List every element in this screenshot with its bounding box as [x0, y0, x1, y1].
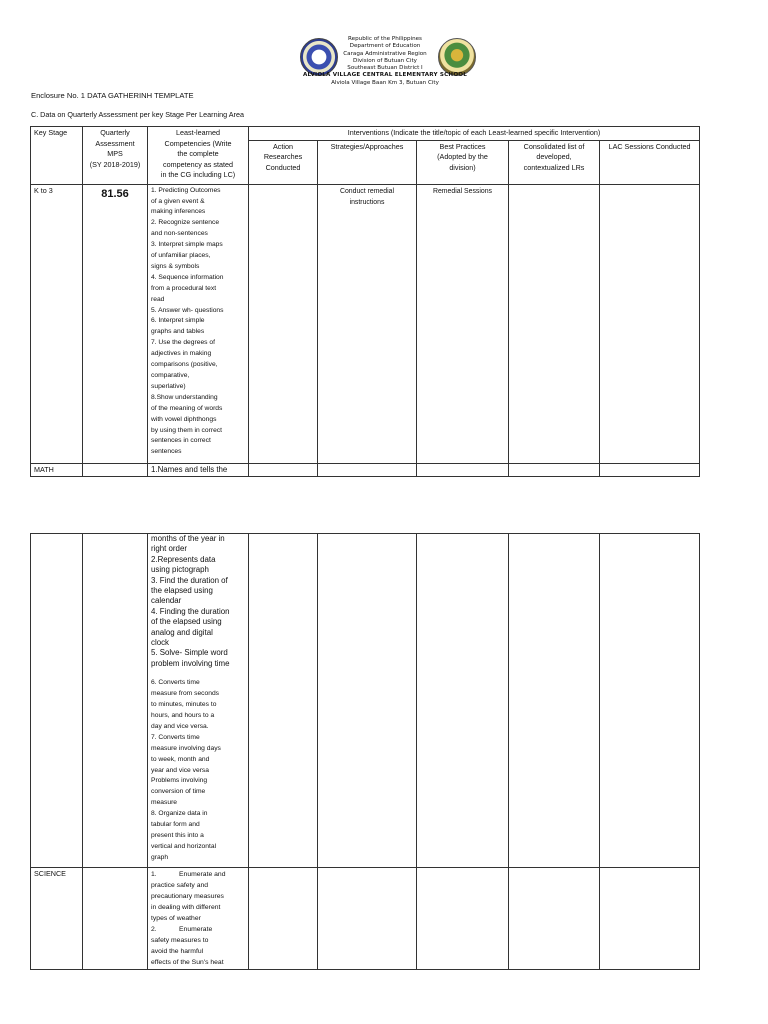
strategies-cell	[318, 184, 417, 463]
strategies-cell	[318, 868, 417, 970]
competency-line: right order	[151, 544, 187, 554]
competency-line: of the elapsed using	[151, 617, 222, 627]
lac-sessions-cell	[600, 868, 700, 970]
competency-line: avoid the harmful	[151, 948, 204, 955]
letterhead-text	[280, 36, 490, 87]
letterhead	[0, 36, 768, 96]
item-number: 2.	[151, 926, 157, 933]
competency-line: present this into a	[151, 831, 204, 839]
header-best-line: division)	[449, 162, 476, 172]
best-practices-cell	[417, 463, 509, 477]
competency-line: of a given event &	[151, 197, 205, 205]
competency-line: measure involving days	[151, 744, 221, 752]
strategy-line: Conduct remedial	[339, 187, 394, 195]
lac-sessions-cell	[600, 534, 700, 868]
action-researches-cell	[249, 184, 318, 463]
header-consolidated-line: contextualized LRs	[523, 162, 585, 172]
table-row	[31, 534, 700, 868]
school-name: ALVIOLA VILLAGE CENTRAL ELEMENTARY SCHOOL	[302, 72, 467, 79]
competency-line: 2. Recognize sentence	[151, 219, 220, 227]
competency-line: tabular form and	[151, 821, 200, 829]
competency-line: by using them in correct	[151, 426, 222, 434]
header-llc-line: the complete	[177, 149, 219, 159]
mps-value: 81.56	[83, 184, 148, 463]
header-least-learned	[148, 127, 249, 185]
consolidated-lrs-cell	[509, 463, 600, 477]
key-stage-cell: SCIENCE	[31, 868, 83, 970]
header-line: Republic of the Philippines	[348, 36, 422, 42]
competency-line: 5. Answer wh- questions	[151, 306, 224, 314]
competency-line: 1.Names and tells the	[148, 463, 249, 477]
mps-cell	[83, 534, 148, 868]
mps-cell	[83, 868, 148, 970]
competency-line: months of the year in	[151, 534, 225, 543]
header-llc-line: in the CG including LC)	[160, 170, 236, 180]
competency-line: problem involving time	[151, 658, 230, 668]
competency-line: comparisons (positive,	[151, 361, 218, 369]
header-llc-line: competency as stated	[163, 159, 233, 169]
table-row	[31, 868, 700, 970]
competency-line: from a procedural text	[151, 284, 217, 292]
competency-line: of unfamiliar places,	[151, 252, 211, 260]
competencies-cell	[148, 868, 249, 970]
header-consolidated-line: developed,	[536, 152, 572, 162]
competency-line: to week, month and	[151, 755, 210, 763]
lac-sessions-cell	[600, 463, 700, 477]
header-llc-line: Competencies (Write	[164, 138, 232, 148]
competency-line: Enumerate	[179, 926, 213, 933]
competency-line: 6. Converts time	[151, 679, 200, 687]
header-line: Southeast Butuan District I	[347, 65, 423, 72]
best-practices-cell	[417, 868, 509, 970]
competency-line: sentences in correct	[151, 437, 211, 445]
competency-line: effects of the Sun's heat	[151, 959, 224, 966]
header-line: Caraga Administrative Region	[343, 50, 427, 57]
lac-sessions-cell	[600, 184, 700, 463]
competency-line: sentences	[151, 448, 182, 456]
strategies-cell	[318, 534, 417, 868]
competency-line: 3. Interpret simple maps	[151, 241, 223, 249]
item-number: 1.	[151, 871, 157, 878]
competency-line: 5. Solve- Simple word	[151, 648, 228, 658]
header-mps-line: Assessment	[95, 138, 135, 148]
competency-line: precautionary measures	[151, 893, 224, 900]
header-strategies: Strategies/Approaches	[318, 140, 417, 184]
competency-line: 3. Find the duration of	[151, 575, 228, 585]
header-action-line: Conducted	[265, 162, 301, 172]
mps-cell	[83, 463, 148, 477]
competency-line: conversion of time	[151, 788, 206, 796]
competency-line: 7. Converts time	[151, 733, 200, 741]
header-line: Department of Education	[349, 43, 421, 50]
header-action-line: Action	[273, 141, 293, 151]
competency-line: with vowel diphthongs	[151, 415, 217, 423]
competency-line: read	[151, 295, 165, 303]
competency-line: 1. Predicting Outcomes	[151, 186, 221, 194]
competency-line: the elapsed using	[151, 586, 213, 596]
competency-line: Enumerate and	[179, 871, 226, 878]
competency-line: superlative)	[151, 382, 186, 390]
best-practices-cell: Remedial Sessions	[417, 184, 509, 463]
competency-line: 2.Represents data	[151, 554, 216, 564]
document-subtitle: C. Data on Quarterly Assessment per key Stage Per Learning Area	[31, 110, 244, 119]
header-mps-line: Quarterly	[100, 128, 130, 137]
table-row	[31, 184, 700, 463]
header-mps-line: MPS	[107, 149, 123, 159]
competency-line: 8.Show understanding	[151, 393, 218, 401]
competency-line: clock	[151, 638, 169, 648]
header-interventions: Interventions (Indicate the title/topic of each Least-learned specific Intervention)	[249, 127, 700, 141]
school-address: Alviola Village Baan Km 3, Butuan City	[331, 79, 439, 86]
header-best-line: (Adopted by the	[437, 152, 488, 162]
action-researches-cell	[249, 868, 318, 970]
competency-line: vertical and horizontal	[151, 842, 217, 850]
competency-line: Problems involving	[151, 777, 208, 785]
assessment-table-continued	[30, 533, 700, 970]
strategy-line: instructions	[349, 198, 385, 206]
competency-line: safety measures to	[151, 937, 209, 944]
header-best-line: Best Practices	[439, 141, 486, 151]
header-action-researches	[249, 140, 318, 184]
competency-line: to minutes, minutes to	[151, 701, 217, 709]
competency-line: 7. Use the degrees of	[151, 339, 215, 347]
competency-line: adjectives in making	[151, 350, 212, 358]
header-line: Division of Butuan City	[353, 57, 417, 64]
header-consolidated-lrs	[509, 140, 600, 184]
key-stage-cell: K to 3	[31, 184, 83, 463]
competency-line: comparative,	[151, 372, 190, 379]
header-mps	[83, 127, 148, 185]
strategies-cell	[318, 463, 417, 477]
competency-line: of the meaning of words	[151, 404, 223, 412]
competency-line: types of weather	[151, 915, 201, 922]
consolidated-lrs-cell	[509, 184, 600, 463]
competency-line: year and vice versa	[151, 766, 209, 774]
competency-line: 8. Organize data in	[151, 810, 208, 818]
competency-line: analog and digital	[151, 627, 213, 637]
header-consolidated-line: Consolidated list of	[523, 141, 585, 151]
competency-line: practice safety and	[151, 882, 209, 889]
action-researches-cell	[249, 463, 318, 477]
table-row	[31, 463, 700, 477]
header-best-practices	[417, 140, 509, 184]
competencies-cell	[148, 184, 249, 463]
competency-line: signs & symbols	[151, 262, 200, 270]
best-practices-cell	[417, 534, 509, 868]
key-stage-cell: MATH	[31, 463, 83, 477]
key-stage-cell	[31, 534, 83, 868]
competency-line: measure	[151, 799, 178, 807]
header-lac-sessions: LAC Sessions Conducted	[600, 140, 700, 184]
competency-line: graph	[151, 853, 169, 861]
competency-line: in dealing with different	[151, 904, 221, 911]
competency-line: day and vice versa.	[151, 722, 209, 730]
competency-line: 4. Sequence information	[151, 273, 224, 281]
competency-line: hours, and hours to a	[151, 712, 215, 719]
competency-line: calendar	[151, 596, 182, 606]
header-llc-line: Least-learned	[176, 128, 220, 137]
header-mps-line: (SY 2018-2019)	[89, 159, 141, 169]
header-action-line: Researches	[263, 152, 303, 162]
consolidated-lrs-cell	[509, 868, 600, 970]
competencies-cell	[148, 534, 249, 868]
consolidated-lrs-cell	[509, 534, 600, 868]
competency-line: and non-sentences	[151, 230, 208, 238]
competency-line: measure from seconds	[151, 690, 220, 698]
competency-line: graphs and tables	[151, 328, 205, 336]
document-title: Enclosure No. 1 DATA GATHERINH TEMPLATE	[31, 91, 194, 100]
competency-line: 6. Interpret simple	[151, 317, 205, 325]
competency-line: 4. Finding the duration	[151, 606, 230, 616]
competency-line: using pictograph	[151, 565, 209, 575]
action-researches-cell	[249, 534, 318, 868]
header-key-stage: Key Stage	[31, 127, 83, 185]
assessment-table	[30, 126, 700, 477]
competency-line: making inferences	[151, 208, 206, 216]
